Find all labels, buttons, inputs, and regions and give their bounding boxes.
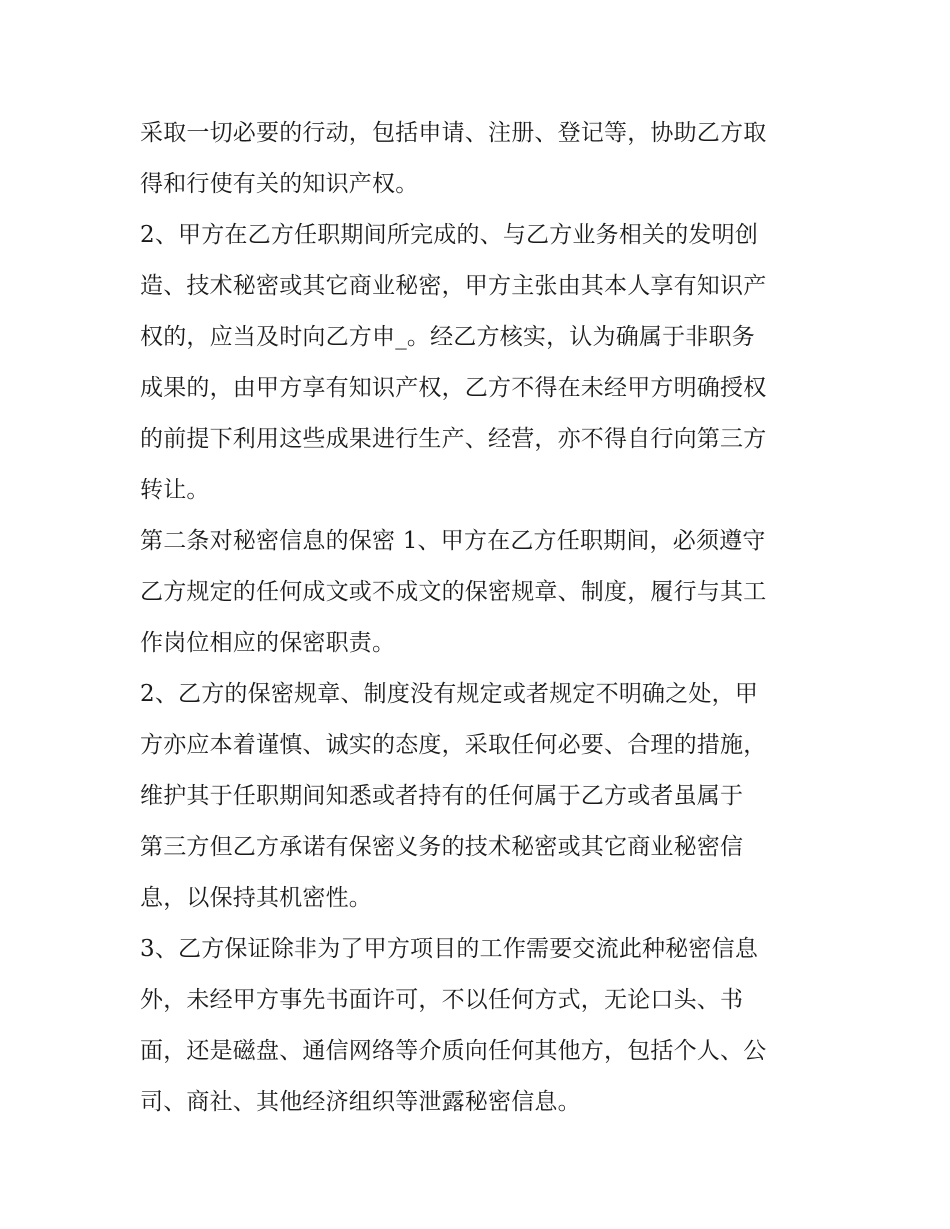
text-line: 司、商社、其他经济组织等泄露秘密信息。 <box>140 1089 581 1115</box>
text-line: 转让。 <box>140 477 210 503</box>
text-line: 采取一切必要的行动，包括申请、注册、登记等，协助乙方取 <box>140 120 767 146</box>
text-line: 第三方但乙方承诺有保密义务的技术秘密或其它商业秘密信 <box>140 834 744 860</box>
text-line: 外，未经甲方事先书面许可，不以任何方式，无论口头、书 <box>140 987 744 1013</box>
text-line: 息，以保持其机密性。 <box>140 885 372 911</box>
text-line: 面，还是磁盘、通信网络等介质向任何其他方，包括个人、公 <box>140 1038 767 1064</box>
text-line: 成果的，由甲方享有知识产权，乙方不得在未经甲方明确授权 <box>140 375 767 401</box>
text-line: 第二条对秘密信息的保密 1、甲方在乙方任职期间，必须遵守 <box>140 528 766 554</box>
document-body <box>140 108 820 1128</box>
text-line: 方亦应本着谨慎、诚实的态度，采取任何必要、合理的措施， <box>140 732 767 758</box>
text-line: 2、甲方在乙方任职期间所完成的、与乙方业务相关的发明创 <box>140 222 759 248</box>
text-line: 维护其于任职期间知悉或者持有的任何属于乙方或者虽属于 <box>140 783 744 809</box>
text-line: 的前提下利用这些成果进行生产、经营，亦不得自行向第三方 <box>140 426 767 452</box>
text-line: 权的，应当及时向乙方申_。经乙方核实，认为确属于非职务 <box>140 324 755 350</box>
text-line: 得和行使有关的知识产权。 <box>140 171 419 197</box>
text-line: 造、技术秘密或其它商业秘密，甲方主张由其本人享有知识产 <box>140 273 767 299</box>
text-line: 乙方规定的任何成文或不成文的保密规章、制度，履行与其工 <box>140 579 767 605</box>
text-line: 3、乙方保证除非为了甲方项目的工作需要交流此种秘密信息 <box>140 936 759 962</box>
text-line: 2、乙方的保密规章、制度没有规定或者规定不明确之处，甲 <box>140 681 759 707</box>
text-line: 作岗位相应的保密职责。 <box>140 630 396 656</box>
